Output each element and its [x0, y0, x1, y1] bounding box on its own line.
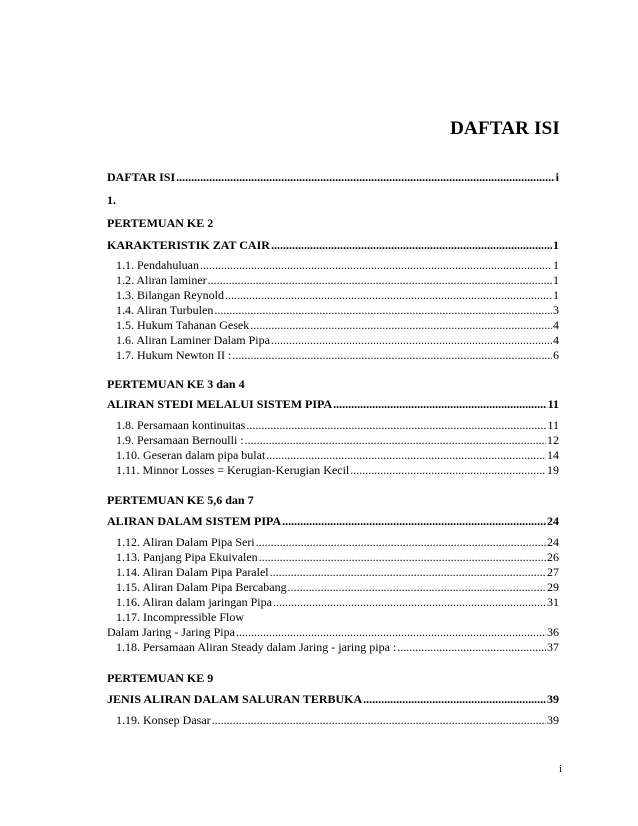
toc-item[interactable]: [107, 418, 559, 433]
toc-item-page: 31: [547, 595, 559, 609]
dot-leader: [333, 397, 547, 412]
toc-item[interactable]: [107, 258, 559, 273]
dot-leader: [212, 713, 546, 728]
chapter-title: ALIRAN STEDI MELALUI SISTEM PIPA: [107, 397, 333, 411]
toc-item[interactable]: [107, 318, 559, 333]
dot-leader: [271, 238, 552, 253]
toc-item[interactable]: [107, 713, 559, 728]
chapter-page: 1: [553, 238, 559, 252]
meeting-heading: PERTEMUAN KE 3 dan 4: [107, 377, 245, 391]
toc-item[interactable]: [107, 448, 559, 463]
toc-item-text: 1.16. Aliran dalam jaringan Pipa: [116, 595, 272, 609]
toc-item[interactable]: [107, 640, 559, 655]
dot-leader: [282, 514, 546, 529]
chapter-entry[interactable]: [107, 238, 559, 253]
toc-item[interactable]: [107, 273, 559, 288]
toc-item-text: 1.12. Aliran Dalam Pipa Seri: [116, 535, 255, 549]
meeting-heading: PERTEMUAN KE 9: [107, 671, 214, 685]
footer-page-number: i: [558, 763, 562, 775]
toc-item[interactable]: [107, 550, 559, 565]
toc-item-page: 3: [553, 303, 559, 317]
chapter-title: JENIS ALIRAN DALAM SALURAN TERBUKA: [107, 692, 363, 706]
dot-leader: [225, 288, 552, 303]
toc-item-text: 1.8. Persamaan kontinuitas: [116, 418, 246, 432]
dot-leader: [214, 303, 552, 318]
toc-item-page: 1: [553, 273, 559, 287]
toc-entry-page: i: [555, 170, 559, 184]
toc-item-text: 1.2. Aliran laminer: [116, 273, 207, 287]
chapter-entry[interactable]: [107, 692, 559, 707]
chapter-title: KARAKTERISTIK ZAT CAIR: [107, 238, 270, 252]
dot-leader: [176, 170, 555, 185]
toc-item-text: 1.9. Persamaan Bernoulli :: [116, 433, 244, 447]
chapter-page: 39: [547, 692, 559, 706]
dot-leader: [288, 580, 546, 595]
toc-item-page: 12: [547, 433, 559, 447]
chapter-entry[interactable]: [107, 514, 559, 529]
toc-item[interactable]: [107, 303, 559, 318]
toc-item[interactable]: [107, 333, 559, 348]
toc-item-text: 1.3. Bilangan Reynold: [116, 288, 224, 302]
toc-item-page: 14: [547, 448, 559, 462]
toc-item[interactable]: [107, 565, 559, 580]
toc-item-text: Dalam Jaring - Jaring Pipa: [107, 625, 235, 639]
toc-item-text: 1.13. Panjang Pipa Ekuivalen: [116, 550, 258, 564]
toc-item-text: 1.4. Aliran Turbulen: [116, 303, 214, 317]
toc-item[interactable]: [107, 433, 559, 448]
toc-item-page: 27: [547, 565, 559, 579]
toc-item[interactable]: [107, 625, 559, 640]
dot-leader: [246, 418, 546, 433]
toc-item-text: 1.18. Persamaan Aliran Steady dalam Jaring - jaring pipa :: [116, 640, 397, 654]
toc-item[interactable]: [107, 535, 559, 550]
meeting-heading: PERTEMUAN KE 2: [107, 216, 214, 230]
toc-item-page: 26: [547, 550, 559, 564]
numbered-heading-one: 1.: [107, 193, 116, 207]
toc-entry-daftar-isi[interactable]: [107, 170, 559, 185]
dot-leader: [363, 692, 546, 707]
dot-leader: [208, 273, 552, 288]
toc-item-page: 1: [553, 288, 559, 302]
dot-leader: [256, 535, 546, 550]
toc-item-page: 1: [553, 258, 559, 272]
toc-item-text: 1.15. Aliran Dalam Pipa Bercabang: [116, 580, 287, 594]
toc-item[interactable]: [107, 348, 559, 363]
chapter-page: 24: [547, 514, 559, 528]
toc-item-text: 1.10. Geseran dalam pipa bulat: [116, 448, 266, 462]
toc-item-page: 29: [547, 580, 559, 594]
dot-leader: [397, 640, 546, 655]
page-title: DAFTAR ISI: [450, 118, 560, 139]
dot-leader: [266, 448, 546, 463]
toc-item-page: 4: [553, 333, 559, 347]
toc-item[interactable]: [107, 463, 559, 478]
toc-item[interactable]: [107, 580, 559, 595]
toc-item[interactable]: [107, 595, 559, 610]
toc-item-text: 1.11. Minnor Losses = Kerugian-Kerugian Kecil: [116, 463, 350, 477]
toc-item-text: 1.5. Hukum Tahanan Gesek: [116, 318, 250, 332]
dot-leader: [245, 433, 546, 448]
toc-item-text: 1.1. Pendahuluan: [116, 258, 199, 272]
dot-leader: [350, 463, 546, 478]
toc-item-page: 24: [547, 535, 559, 549]
toc-item-page: 36: [547, 625, 559, 639]
chapter-entry[interactable]: [107, 397, 559, 412]
dot-leader: [232, 348, 552, 363]
dot-leader: [273, 595, 546, 610]
dot-leader: [250, 318, 552, 333]
toc-item[interactable]: [107, 288, 559, 303]
toc-item-continued-heading: 1.17. Incompressible Flow: [116, 610, 244, 624]
toc-item-text: 1.6. Aliran Laminer Dalam Pipa: [116, 333, 270, 347]
toc-item-page: 19: [547, 463, 559, 477]
toc-item-page: 6: [553, 348, 559, 362]
dot-leader: [271, 333, 552, 348]
dot-leader: [200, 258, 552, 273]
toc-item-page: 4: [553, 318, 559, 332]
toc-item-text: 1.14. Aliran Dalam Pipa Paralel: [116, 565, 269, 579]
table-of-contents: [107, 170, 559, 728]
meeting-heading: PERTEMUAN KE 5,6 dan 7: [107, 493, 254, 507]
chapter-page: 11: [547, 397, 559, 411]
toc-item-page: 11: [547, 418, 559, 432]
toc-item-page: 37: [547, 640, 559, 654]
toc-entry-text: DAFTAR ISI: [107, 170, 176, 184]
dot-leader: [270, 565, 546, 580]
dot-leader: [236, 625, 546, 640]
toc-item-page: 39: [547, 713, 559, 727]
toc-item-text: 1.7. Hukum Newton II :: [116, 348, 232, 362]
chapter-title: ALIRAN DALAM SISTEM PIPA: [107, 514, 282, 528]
dot-leader: [259, 550, 546, 565]
toc-item-text: 1.19. Konsep Dasar: [116, 713, 211, 727]
